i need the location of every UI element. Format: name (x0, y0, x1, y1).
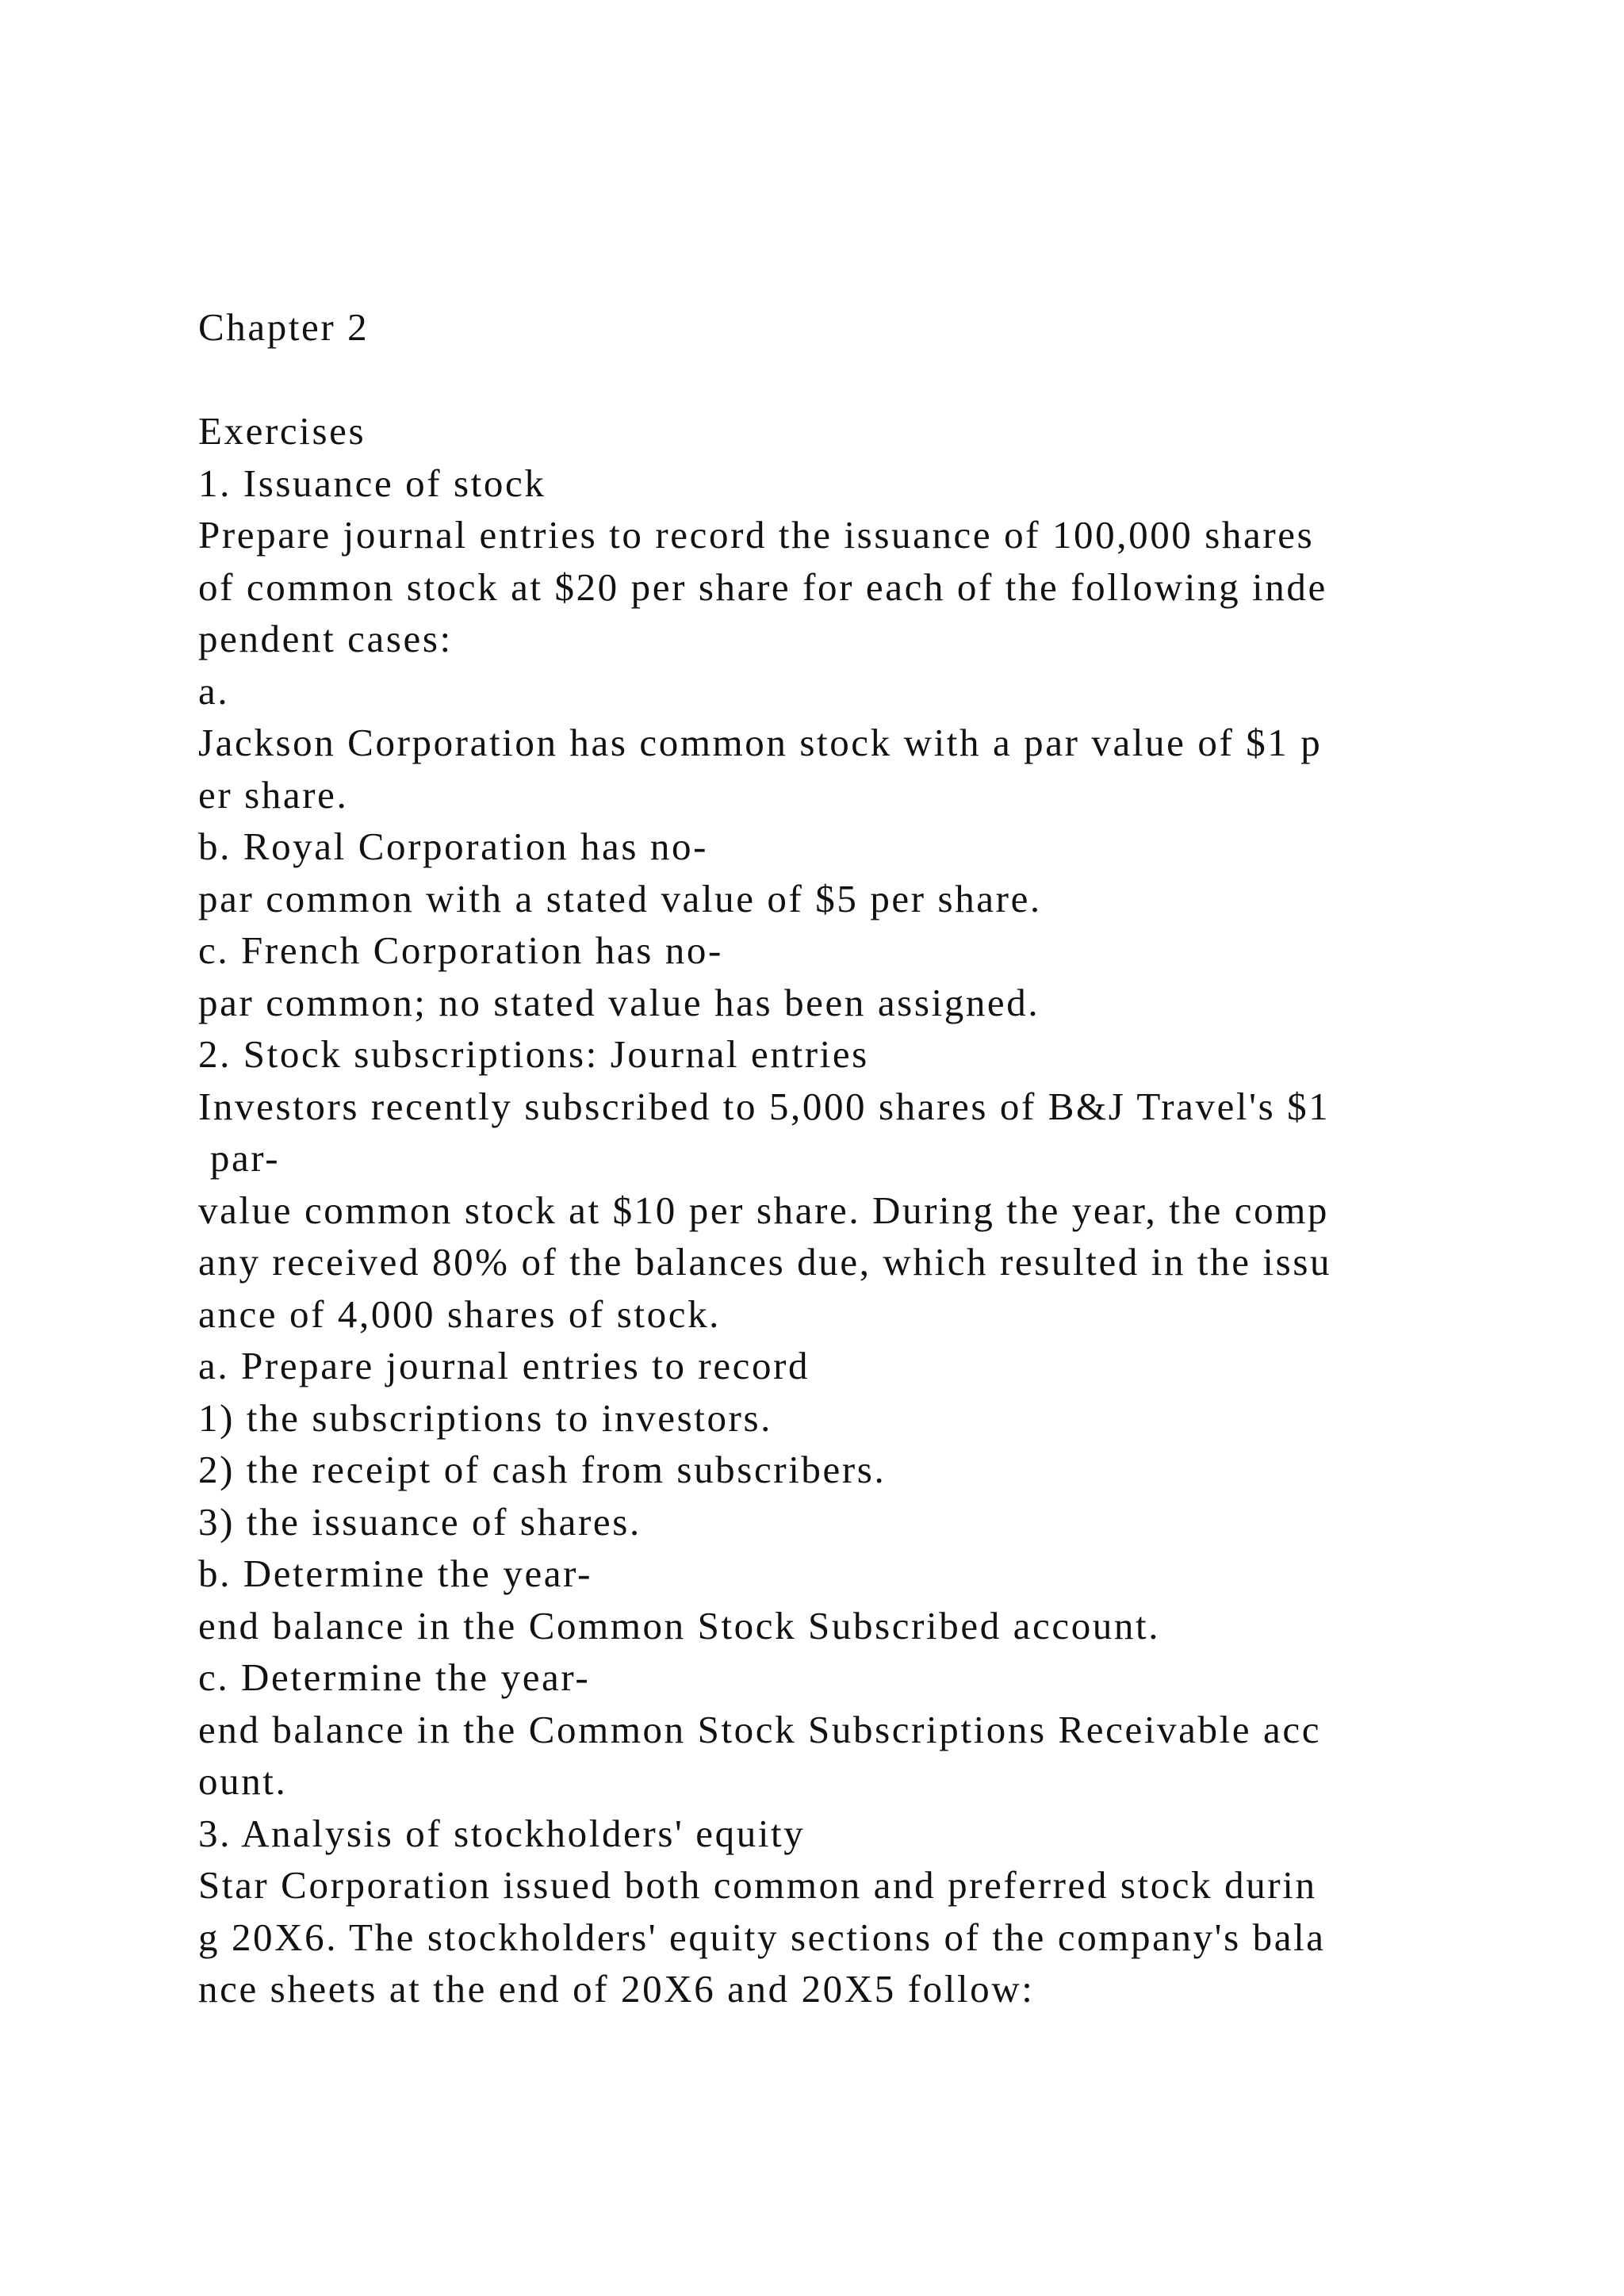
text-line: 3) the issuance of shares. (198, 1499, 642, 1544)
text-line: er share. (198, 772, 349, 817)
document-body (198, 301, 1435, 2015)
exercise-2-heading: 2. Stock subscriptions: Journal entries (198, 1032, 869, 1076)
text-line: Star Corporation issued both common and preferred stock durin (198, 1863, 1317, 1907)
chapter-heading: Chapter 2 (198, 305, 370, 349)
text-line: par common; no stated value has been assigned. (198, 980, 1040, 1024)
text-line: 1) the subscriptions to investors. (198, 1395, 772, 1440)
text-line: any received 80% of the balances due, which resulted in the issu (198, 1240, 1332, 1284)
text-line: of common stock at $20 per share for each of the following inde (198, 564, 1327, 609)
exercise-3-heading: 3. Analysis of stockholders' equity (198, 1811, 806, 1855)
text-line: c. Determine the year- (198, 1655, 591, 1699)
text-line: par common with a stated value of $5 per share. (198, 876, 1042, 920)
text-line: b. Royal Corporation has no- (198, 825, 709, 868)
text-line: par- (198, 1136, 281, 1180)
text-line: end balance in the Common Stock Subscribed account. (198, 1603, 1161, 1647)
text-line: a. Prepare journal entries to record (198, 1344, 810, 1387)
text-line: end balance in the Common Stock Subscriptions Receivable acc (198, 1707, 1322, 1751)
exercise-1-heading: 1. Issuance of stock (198, 461, 546, 505)
blank-line (198, 354, 1435, 406)
text-line: g 20X6. The stockholders' equity sections of the company's bala (198, 1915, 1326, 1959)
text-line: pendent cases: (198, 617, 453, 660)
text-line: c. French Corporation has no- (198, 928, 723, 972)
text-line: b. Determine the year- (198, 1552, 593, 1595)
section-heading-exercises: Exercises (198, 409, 366, 453)
text-line: a. (198, 668, 230, 713)
text-line: ance of 4,000 shares of stock. (198, 1292, 722, 1336)
text-line: Jackson Corporation has common stock with a par value of $1 p (198, 721, 1323, 764)
text-line: Prepare journal entries to record the issuance of 100,000 shares (198, 513, 1315, 557)
text-line: 2) the receipt of cash from subscribers. (198, 1448, 887, 1491)
text-line: ount. (198, 1759, 288, 1803)
text-line: value common stock at $10 per share. During the year, the comp (198, 1188, 1330, 1232)
text-line: Investors recently subscribed to 5,000 shares of B&J Travel's $1 (198, 1084, 1331, 1128)
text-line: nce sheets at the end of 20X6 and 20X5 follow: (198, 1967, 1035, 2011)
